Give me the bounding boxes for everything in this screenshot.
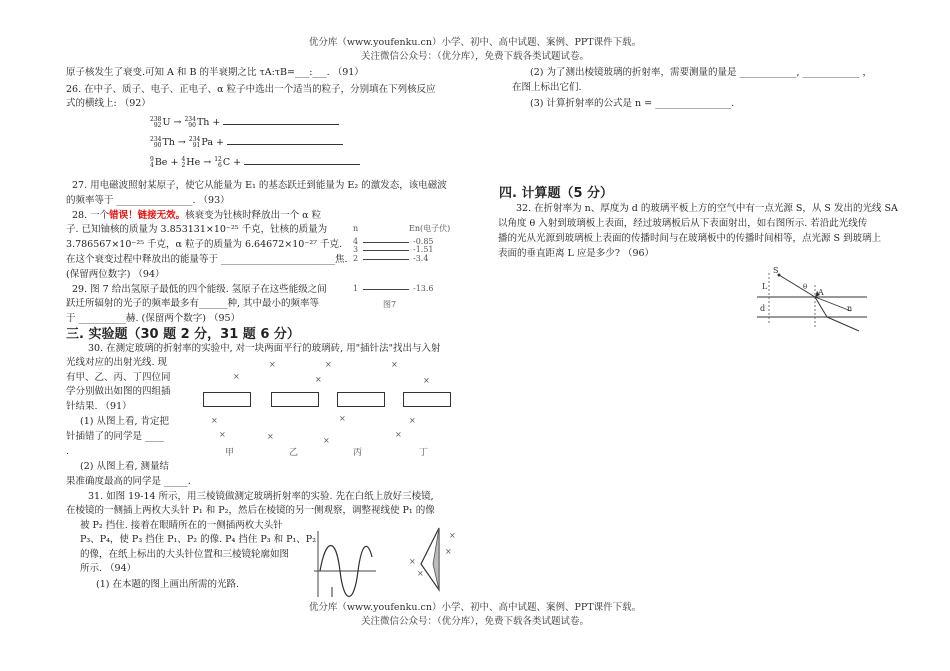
glass-block-bing [337, 392, 385, 407]
q30-line-4: 学分别做出如图的四组插 [66, 386, 171, 397]
q29-line-2: 跃迁所辐射的光子的频率最多有______种, 其中最小的频率等 [66, 298, 320, 309]
wave-figure [310, 527, 380, 601]
level-3-n: 3 [353, 245, 359, 254]
q30-line-2: 光线对应的出射光线. 现 [66, 357, 168, 368]
level-3-e: -1.51 [413, 245, 434, 254]
q30-sub2-a: (2) 从图上看, 测量结 [80, 461, 170, 472]
q28-line-1: 28. 一个错误！链接无效。核衰变为钍核时释放出一个 α 粒 [72, 210, 322, 221]
group-label-ding: 丁 [419, 448, 429, 458]
q28-line-4: 在这个衰变过程中释放出的能量等于 ________________________焦. [66, 254, 348, 265]
header-line-1: 优分库（www.youfenku.cn）小学、初中、高中试题、案例、PPT课件下载。 [308, 37, 642, 48]
q31-line-1: 31. 如图 19-14 所示，用三棱镜做测定玻璃折射率的实验. 先在白纸上放好三棱镜, [88, 491, 434, 502]
svg-text:θ: θ [803, 283, 808, 291]
section-3-title: 三. 实验题（30 题 2 分，31 题 6 分） [66, 327, 300, 342]
q32-line-3: 播的光从光源到玻璃板上表面的传播时间与在玻璃板中的传播时间相等，点光源 S 到玻璃上 [498, 233, 882, 244]
q31-line-6: 所示. （94） [80, 563, 137, 574]
level-1-e: -13.6 [413, 284, 434, 293]
broken-link-error: 错误！链接无效。 [109, 210, 186, 221]
svg-text:×: × [445, 547, 452, 556]
energy-level-diagram: n En(电子伏) 4 -0.85 3 -1.51 2 -3.4 1 -13.6 图7 [353, 224, 451, 309]
group-label-jia: 甲 [225, 448, 235, 458]
svg-text:×: × [417, 569, 424, 578]
q31-sub1: (1) 在本题的图上画出所需的光路. [96, 579, 239, 590]
footer-line-2: 关注微信公众号：（优分库），免费下载各类试题试卷。 [360, 616, 589, 627]
q27-line-1: 27. 用电磁波照射某原子，使它从能量为 E₁ 的基态跃迁到能量为 E₂ 的激发态，该电磁波 [72, 180, 447, 191]
group-label-bing: 丙 [353, 448, 363, 458]
pin-insertion-diagram: × × × × × × × × × × × × × 甲 乙 丙 丁 [195, 360, 455, 465]
q29-line-3: 于 __________赫. (保留两个数字) （95） [66, 313, 241, 324]
q30-line-3: 有甲、乙、丙、丁四位同 [66, 372, 171, 383]
q31-sub2-b: 在图上标出它们. [512, 82, 582, 93]
q31-line-3: 被 P₂ 挡住. 接着在眼睛所在的一侧插两枚大头针 [80, 520, 283, 531]
q25-tail: 原子核发生了衰变.可知 A 和 B 的半衰期之比 τA:τB=___:___. （91） [66, 67, 364, 78]
footer-line-1: 优分库（www.youfenku.cn）小学、初中、高中试题、案例、PPT课件下载。 [308, 602, 642, 613]
q30-sub2-b: 果准确度最高的同学是 _____. [66, 476, 191, 487]
q32-line-1: 32. 在折射率为 n、厚度为 d 的玻璃平板上方的空气中有一点光源 S，从 S 发出的光线 SA [516, 203, 898, 214]
level-2-n: 2 [353, 254, 359, 263]
glass-block-ding [403, 392, 451, 407]
q31-sub3: (3) 计算折射率的公式是 n = ________________. [530, 98, 735, 109]
level-2-e: -3.4 [413, 254, 429, 263]
level-4-n: 4 [353, 237, 359, 246]
q30-line-5: 针结果. （91） [66, 401, 132, 412]
q28-line-5: (保留两位数字) （94） [66, 269, 165, 280]
q30-sub1-a: (1) 从图上看, 肯定把 [80, 416, 170, 427]
prism-figure [405, 524, 461, 598]
svg-text:L: L [762, 282, 768, 291]
svg-text:A: A [818, 288, 824, 297]
q30-line-1: 30. 在测定玻璃的折射率的实验中, 对一块两面平行的玻璃砖, 用"插针法"找出与入射 [88, 343, 441, 354]
reaction-2: 234 90Th → 234 91Pa + [150, 135, 343, 149]
level-1-n: 1 [353, 284, 359, 293]
svg-text:n: n [847, 304, 853, 313]
q30-sub1-c: . [66, 446, 70, 457]
glass-plate-figure [755, 265, 870, 333]
svg-text:d: d [760, 304, 766, 313]
group-label-yi: 乙 [289, 448, 299, 458]
q32-line-4: 表面的垂直距离 L 应是多少? （96） [498, 248, 655, 259]
q26-line-2: 式的横线上: （92） [66, 98, 151, 109]
reaction-1: 238 92U → 234 90Th + [150, 115, 339, 129]
glass-block-yi [271, 392, 319, 407]
svg-text:S: S [773, 266, 779, 275]
q26-line-1: 26. 在中子、质子、电子、正电子、α 粒子中选出一个适当的粒子，分别填在下列核反应 [66, 84, 436, 95]
q30-sub1-b: 针插错了的同学是 ____ [66, 431, 165, 442]
q31-line-4: P₃、P₄，使 P₃ 挡住 P₁、P₂ 的像. P₄ 挡住 P₃ 和 P₁、P₂ [80, 534, 317, 545]
glass-block-jia [203, 392, 251, 407]
svg-text:×: × [449, 531, 456, 540]
figure-7-caption: 图7 [383, 300, 397, 309]
q31-line-5: 的像，在纸上标出的大头针位置和三棱镜轮廓如图 [80, 549, 290, 560]
section-4-title: 四. 计算题（5 分） [499, 186, 614, 201]
q28-line-2: 子. 已知铀核的质量为 3.853131×10⁻²⁵ 千克，钍核的质量为 [66, 224, 328, 235]
svg-text:×: × [409, 557, 416, 566]
q31-sub2-a: (2) 为了测出棱镜玻璃的折射率，需要测量的量是 ____________, ____________ ， [530, 67, 873, 78]
level-4-e: -0.85 [413, 237, 434, 246]
q28-line-3: 3.786567×10⁻²⁵ 千克，α 粒子的质量为 6.64672×10⁻²⁷ 千克. [66, 239, 342, 250]
reaction-3: 9 4Be + 4 2He → 12 6C + [150, 155, 360, 169]
q32-line-2: 以角度 θ 入射到玻璃板上表面，经过玻璃板后从下表面射出，如右图所示. 若沿此光线传 [498, 218, 868, 229]
header-line-2: 关注微信公众号：（优分库），免费下载各类试题试卷。 [360, 51, 589, 62]
q31-line-2: 在棱镜的一侧插上两枚大头针 P₁ 和 P₂，然后在棱镜的另一侧观察，调整视线使 P₁ 的像 [66, 505, 435, 516]
q29-line-1: 29. 图 7 给出氢原子最低的四个能级. 氢原子在这些能级之间 [72, 284, 327, 295]
q27-line-2: 的频率等于 ________________. （93） [66, 195, 230, 206]
